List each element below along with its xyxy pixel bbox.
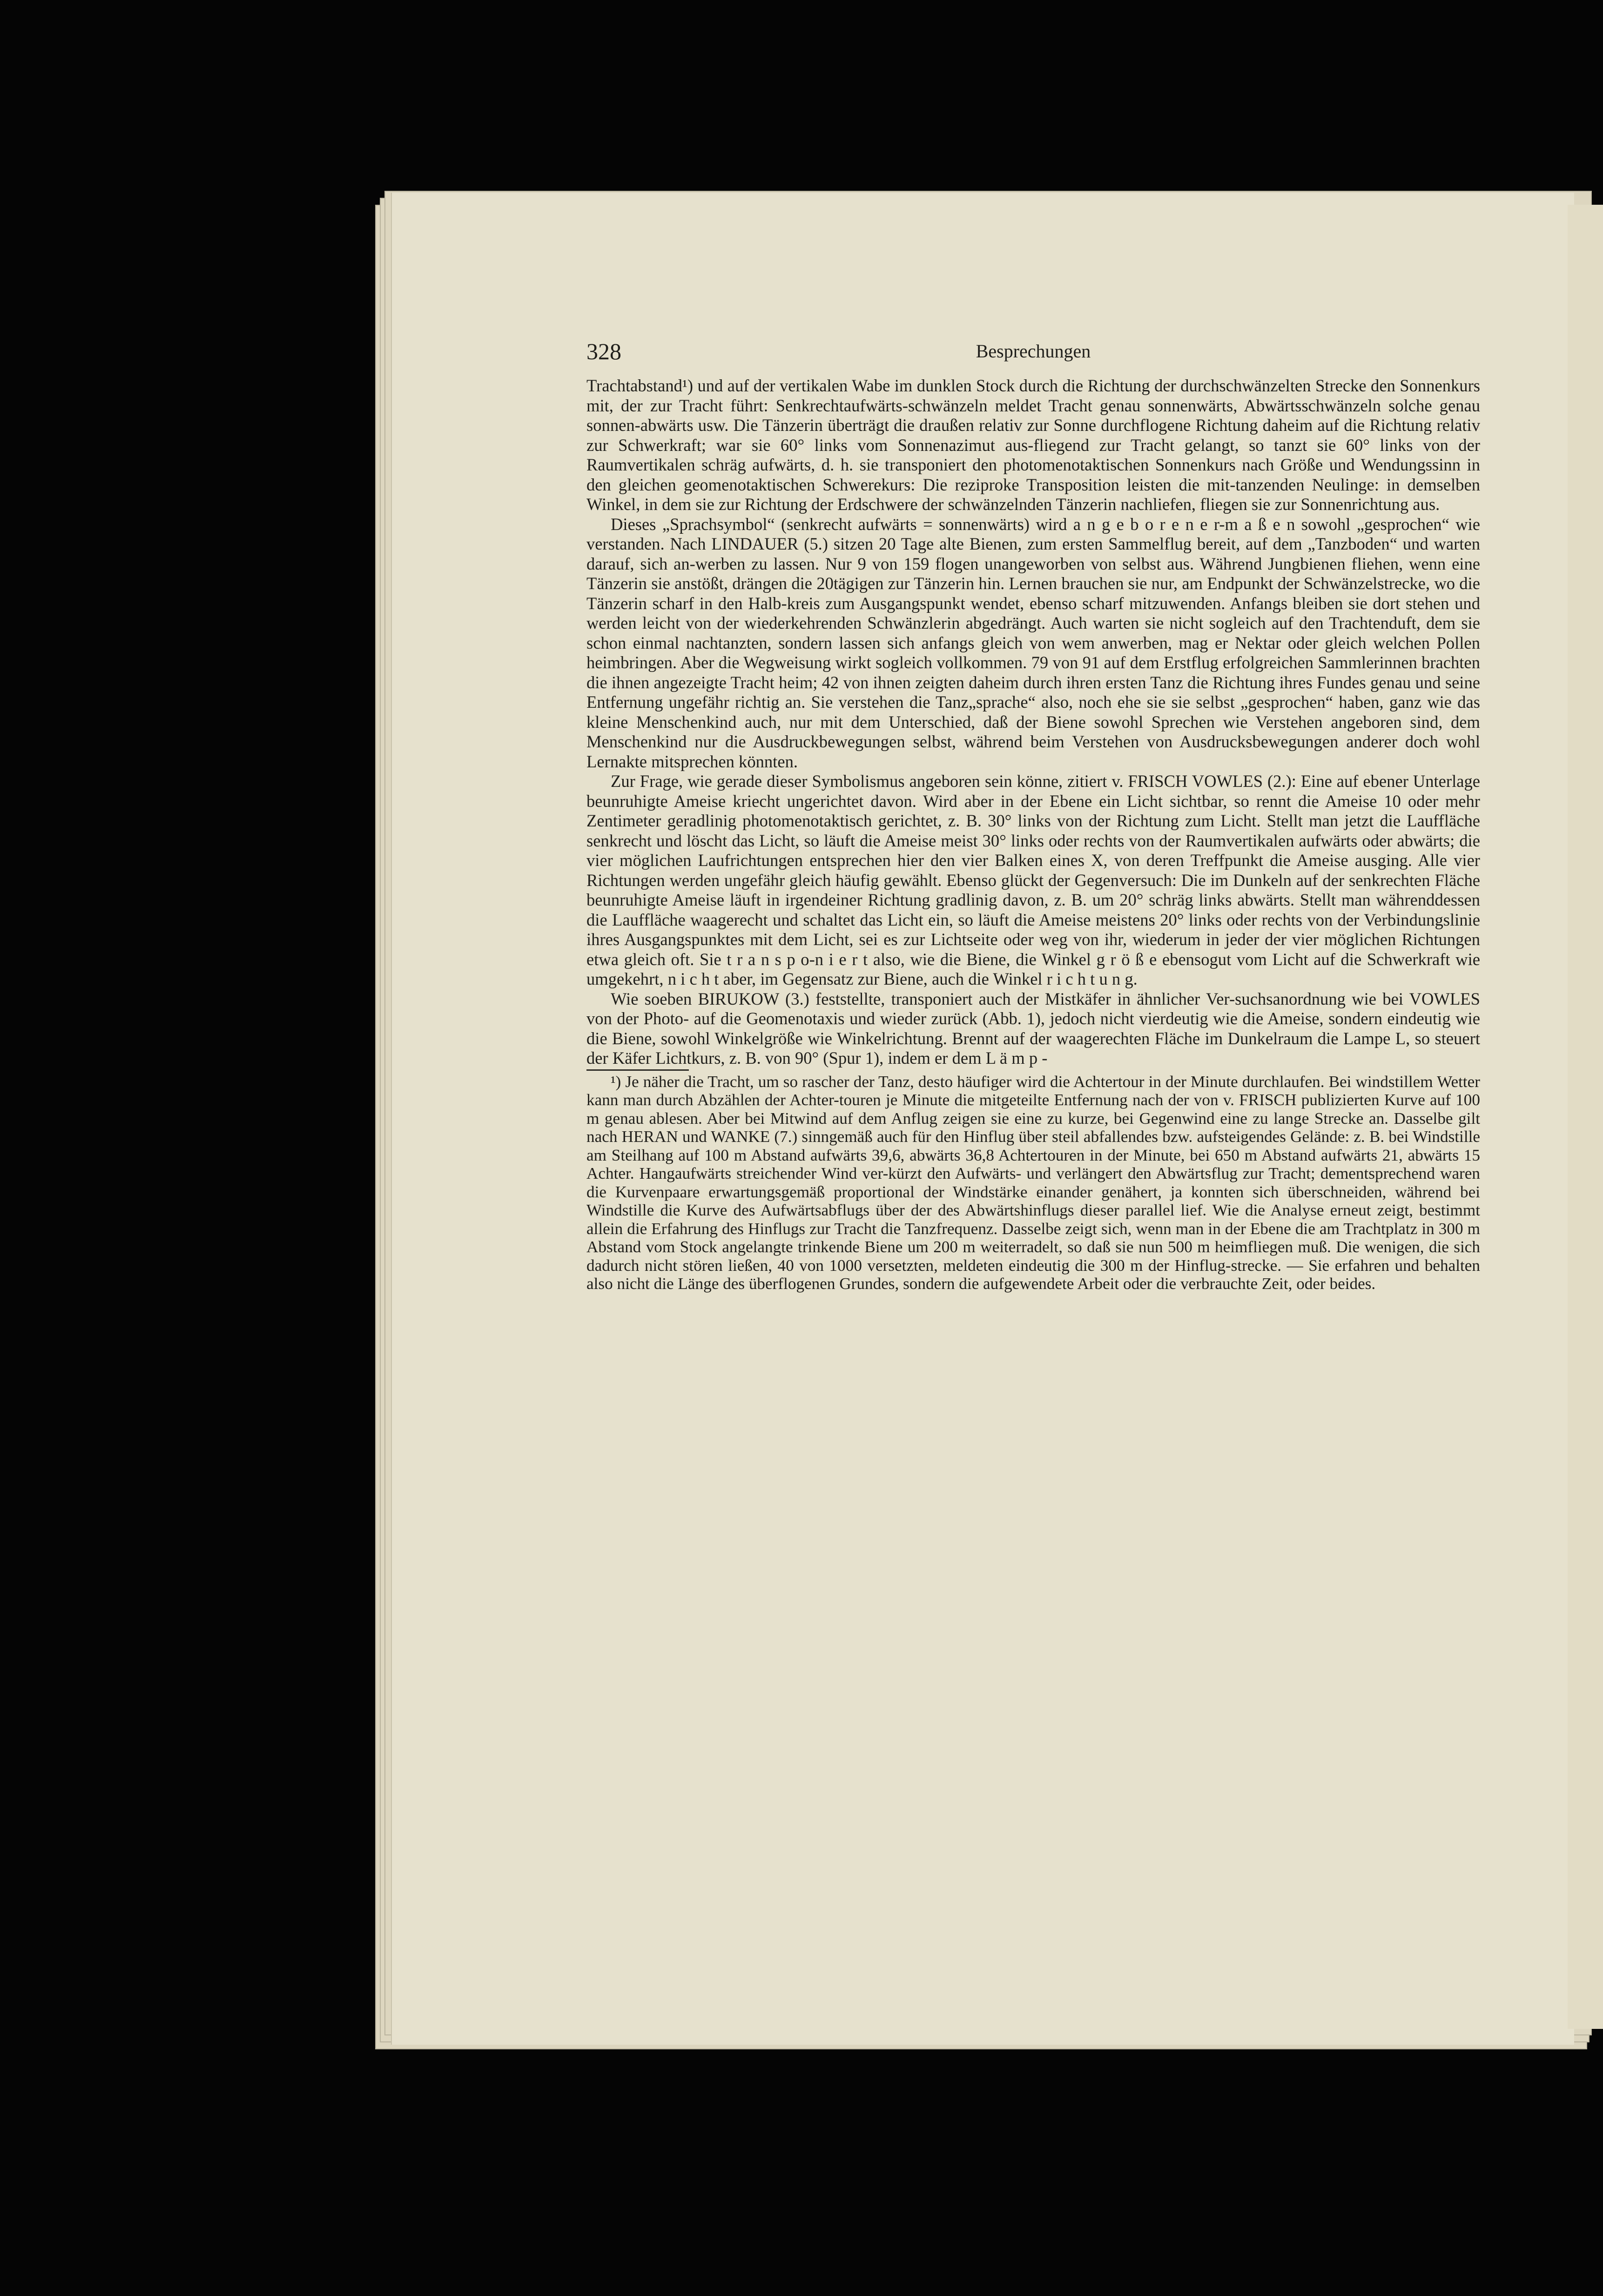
- footnote-rule: [586, 1069, 689, 1071]
- page-number: 328: [586, 338, 621, 364]
- body-paragraph: Wie soeben BIRUKOW (3.) feststellte, transponiert auch der Mistkäfer in ähnlicher Ver-suchsanordnung wie bei VOWLES von der Photo- auf die Geomenotaxis und wieder zurück (Abb. 1), jedoch nicht vierdeutig wie die Ameise, sondern eindeutig wie die Biene, sowohl Winkelgröße wie Winkelrichtung. Brennt auf der waagerechten Fläche im Dunkelraum die Lampe L, so steuert der Käfer Lichtkurs, z. B. von 90° (Spur 1), indem er dem L ä m p -: [586, 989, 1480, 1067]
- footnotes: [586, 1073, 1480, 1293]
- body-paragraph: Dieses „Sprachsymbol“ (senkrecht aufwärts = sonnenwärts) wird a n g e b o r e n e r-m a ß e n sowohl „gesprochen“ wie verstanden. Nach LINDAUER (5.) sitzen 20 Tage alte Bienen, zum ersten Sammelflug bereit, auf dem „Tanzboden“ und warten darauf, sich an-werben zu lassen. Nur 9 von 159 flogen unangeworben von selbst aus. Während Jungbienen fliehen, wenn eine Tänzerin sie anstößt, drängen die 20tägigen zur Tänzerin hin. Lernen brauchen sie nur, am Endpunkt der Schwänzelstrecke, wo die Tänzerin scharf in den Halb-kreis zum Ausgangspunkt wendet, ebenso scharf mitzuwenden. Anfangs bleiben sie dort stehen und werden leicht von der wiederkehrenden Schwänzlerin abgedrängt. Auch warten sie nicht sogleich auf den Trachtenduft, dem sie schon einmal nachtanzten, sondern lassen sich anfangs gleich von wem anwerben, mag er Nektar oder gleich welchen Pollen heimbringen. Aber die Wegweisung wirkt sogleich vollkommen. 79 von 91 auf dem Erstflug erfolgreichen Sammlerinnen brachten die ihnen angezeigte Tracht heim; 42 von ihnen zeigten daheim durch ihren ersten Tanz die Richtung ihres Fundes genau und seine Entfernung ungefähr richtig an. Sie verstehen die Tanz„sprache“ also, noch ehe sie sie selbst „gesprochen“ haben, ganz wie das kleine Menschenkind auch, nur mit dem Unterschied, daß der Biene sowohl Sprechen wie Verstehen angeboren sind, dem Menschenkind nur die Ausdruckbewegungen selbst, während beim Verstehen von Ausdrucksbewegungen anderer doch wohl Lernakte mitsprechen könnten.: [586, 514, 1480, 771]
- body-paragraph: Trachtabstand¹) und auf der vertikalen Wabe im dunklen Stock durch die Richtung der durchschwänzelten Strecke den Sonnenkurs mit, der zur Tracht führt: Senkrechtaufwärts-schwänzeln meldet Tracht genau sonnenwärts, Abwärtsschwänzeln solche genau sonnen-abwärts usw. Die Tänzerin überträgt die draußen relativ zur Sonne durchflogene Richtung daheim auf die Richtung relativ zur Schwerkraft; war sie 60° links vom Sonnenazimut aus-fliegend zur Tracht gelangt, so tanzt sie 60° links von der Raumvertikalen schräg aufwärts, d. h. sie transponiert den photomenotaktischen Sonnenkurs nach Größe und Wendungssinn in den gleichen geomenotaktischen Schwerekurs: Die reziproke Transposition leisten die mit-tanzenden Neulinge: in demselben Winkel, in dem sie zur Richtung der Erdschwere der schwänzelnden Tänzerin nachliefen, fliegen sie zur Sonnenrichtung aus.: [586, 376, 1480, 514]
- text-block: [586, 335, 1480, 1293]
- footnote: ¹) Je näher die Tracht, um so rascher der Tanz, desto häufiger wird die Achtertour in der Minute durchlaufen. Bei windstillem Wetter kann man durch Abzählen der Achter-touren je Minute die mitgeteilte Entfernung nach der von v. FRISCH publizierten Kurve auf 100 m genau ablesen. Aber bei Mitwind auf dem Anflug zeigen sie eine zu kurze, bei Gegenwind eine zu lange Strecke an. Dasselbe gilt nach HERAN und WANKE (7.) sinngemäß auch für den Hinflug über steil abfallendes bzw. aufsteigendes Gelände: z. B. bei Windstille am Steilhang auf 100 m Abstand aufwärts 39,6, abwärts 36,8 Achtertouren in der Minute, bei 650 m Abstand aufwärts 21, abwärts 15 Achter. Hangaufwärts streichender Wind ver-kürzt den Aufwärts- und verlängert den Abwärtsflug zur Tracht; dementsprechend waren die Kurvenpaare erwartungsgemäß proportional der Windstärke einander genähert, ja konnten sich überschneiden, während bei Windstille die Kurve des Aufwärtsabflugs über der des Abwärtshinflugs dieser parallel lief. Wie die Analyse erneut zeigt, bestimmt allein die Erfahrung des Hinflugs zur Tracht die Tanzfrequenz. Dasselbe zeigt sich, wenn man in der Ebene die am Trachtplatz in 300 m Abstand vom Stock angelangte trinkende Biene um 200 m weiterradelt, so daß sie nun 500 m heimfliegen muß. Die wenigen, die sich dadurch nicht stören ließen, 40 von 1000 versetzten, meldeten eindeutig die 300 m der Hinflug-strecke. — Sie erfahren und behalten also nicht die Länge des überflogenen Grundes, sondern die aufgewendete Arbeit oder die verbrauchte Zeit, oder beides.: [586, 1072, 1480, 1293]
- page-header: [586, 335, 1480, 376]
- running-head: Besprechungen: [976, 341, 1091, 362]
- body-text: [586, 376, 1480, 1068]
- facing-page-edge: [1568, 205, 1603, 2029]
- body-paragraph: Zur Frage, wie gerade dieser Symbolismus angeboren sein könne, zitiert v. FRISCH VOWLES (2.): Eine auf ebener Unterlage beunruhigte Ameise kriecht ungerichtet davon. Wird aber in der Ebene ein Licht sichtbar, so rennt die Ameise 10 oder mehr Zentimeter geradlinig photomenotaktisch gerichtet, z. B. 30° links von der Richtung zum Licht. Stellt man jetzt die Lauffläche senkrecht und löscht das Licht, so läuft die Ameise meist 30° links oder rechts von der Raumvertikalen aufwärts oder abwärts; die vier möglichen Laufrichtungen entsprechen hier den vier Balken eines X, von deren Treffpunkt die Ameise ausging. Alle vier Richtungen werden ungefähr gleich häufig gewählt. Ebenso glückt der Gegenversuch: Die im Dunkeln auf der senkrechten Fläche beunruhigte Ameise läuft in irgendeiner Richtung gradlinig davon, z. B. um 20° schräg links abwärts. Stellt man währenddessen die Lauffläche waagerecht und schaltet das Licht ein, so läuft die Ameise meistens 20° links oder rechts von der Verbindungslinie ihres Ausgangspunktes mit dem Licht, sei es zur Lichtseite oder weg von ihr, wiederum in jeder der vier möglichen Richtungen etwa gleich oft. Sie t r a n s p o-n i e r t also, wie die Biene, die Winkel g r ö ß e ebensogut vom Licht auf die Schwerkraft wie umgekehrt, n i c h t aber, im Gegensatz zur Biene, auch die Winkel r i c h t u n g.: [586, 772, 1480, 988]
